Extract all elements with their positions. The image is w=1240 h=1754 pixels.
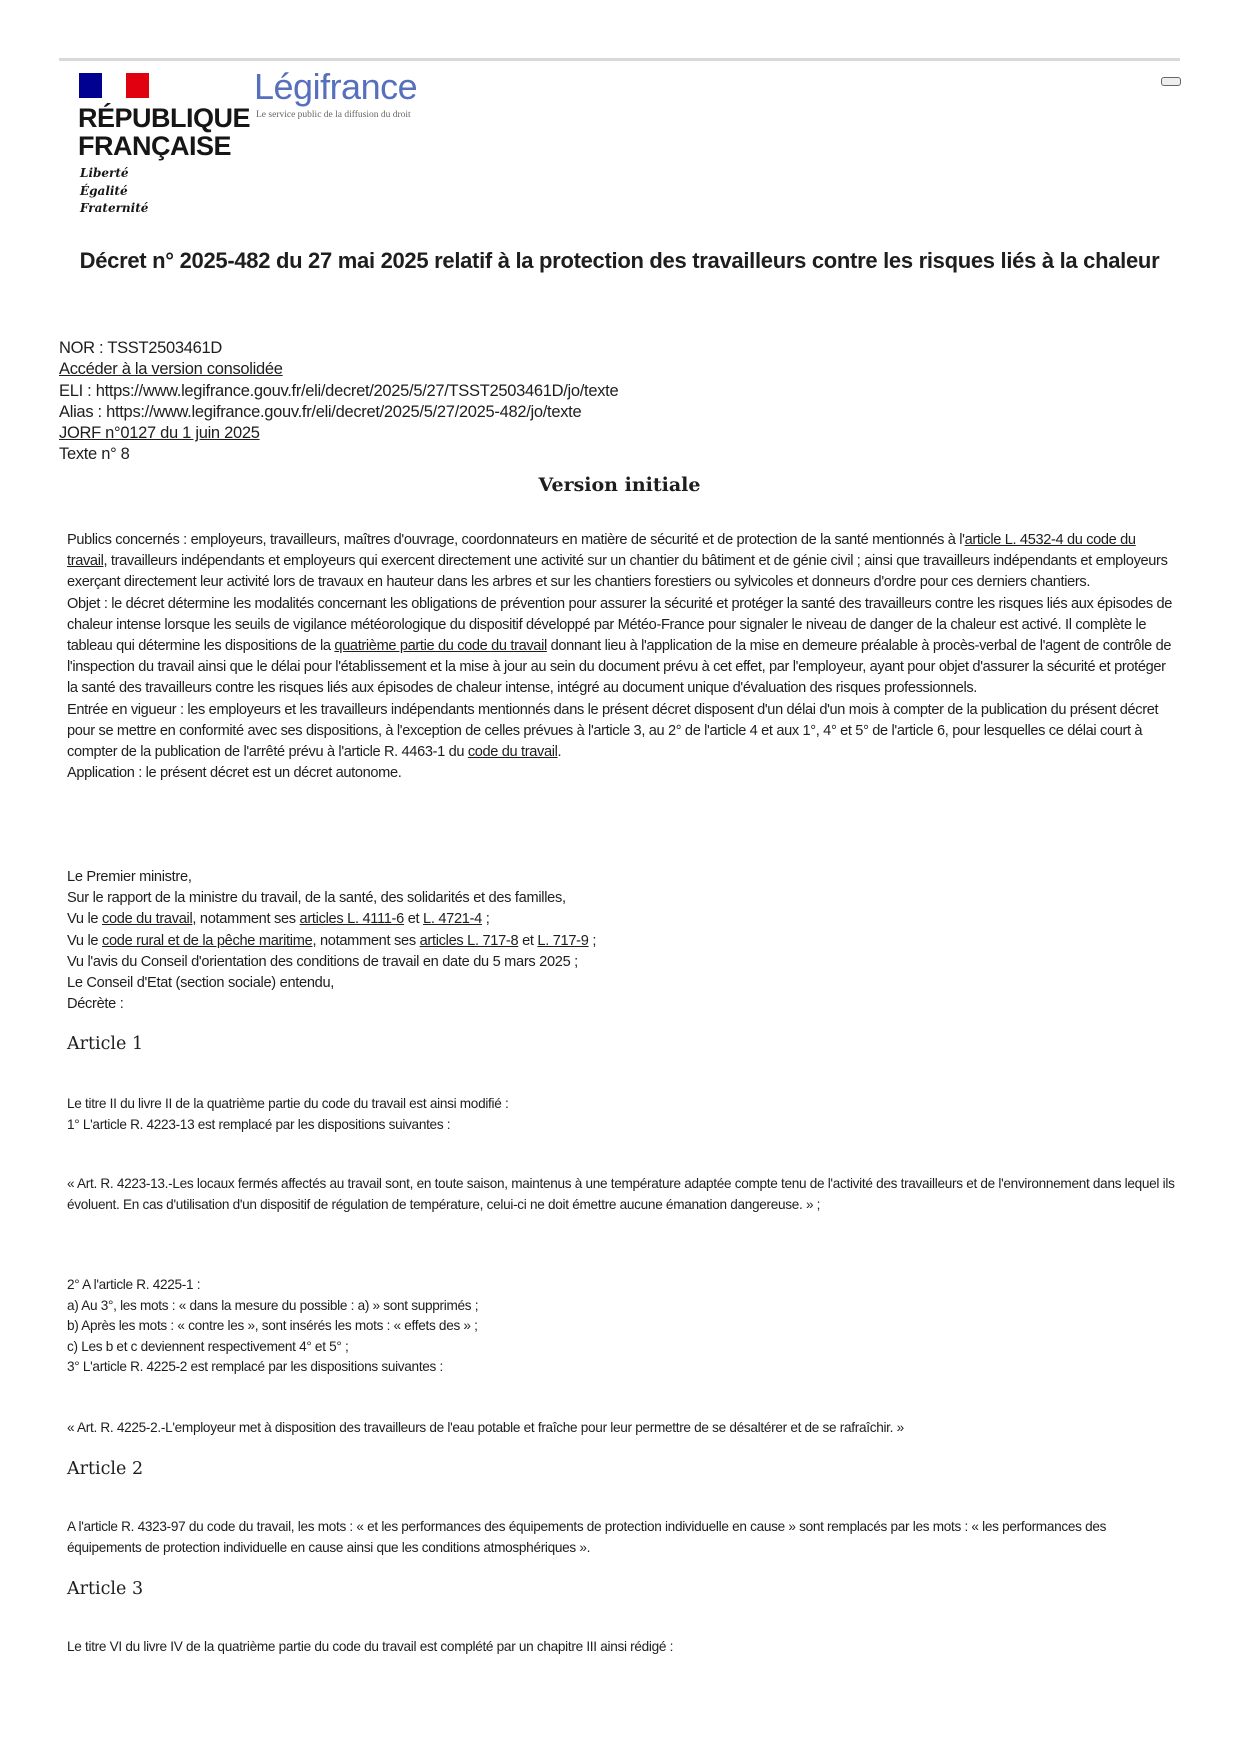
page-title: Décret n° 2025-482 du 27 mai 2025 relatif à la protection des travailleurs contre les risques liés à la chaleur [79, 248, 1160, 273]
logo-line: FRANÇAISE [78, 131, 232, 161]
legifrance-logo[interactable]: Légifrance [254, 66, 418, 107]
text: , travailleurs indépendants et employeurs qui exercent directement une activité sur un chantier du bâtiment et de génie civil ; ainsi que travailleurs indépendants et employeurs exerçant directement leur activité lors de travaux en hauteur dans les arbres et sur les chantiers forestiers ou sylvicoles et donneurs d'ordre pour ces derniers chantiers. [67, 553, 1168, 591]
text: Objet : le décret détermine les modalités concernant les obligations de prévention pour assurer la sécurité et protéger la santé des travailleurs contre les risques liés aux épisodes de chaleur intense lorsque les seuils de vigilance météorologique du dispositif développé par Météo-France pour signaler le niveau de danger de la chaleur est activé. Il complète le tableau qui détermine les dispositions de la [67, 595, 1173, 655]
marianne-flag-logo [79, 73, 149, 98]
motto-line: Fraternité [80, 201, 149, 215]
motto-line: Liberté [80, 166, 129, 180]
article-1-list [67, 1275, 1179, 1378]
article-3-heading: Article 3 [67, 1579, 144, 1599]
text: Vu le [67, 911, 102, 928]
article-2-text: A l'article R. 4323-97 du code du travail, les mots : « et les performances des équipements de protection individuelle en cause » sont remplacés par les mots : « les performances des équipements de protection individuelle en cause ainsi que les conditions atmosphériques ». [67, 1519, 1107, 1555]
article-link[interactable]: L. 4721-4 [423, 911, 482, 928]
toggle-icon[interactable] [1161, 77, 1181, 86]
logo-line: RÉPUBLIQUE [78, 103, 251, 133]
article-link[interactable]: articles L. 4111-6 [299, 911, 404, 928]
nor: NOR : TSST2503461D [59, 339, 223, 357]
text: donnant lieu à l'application de la mise en demeure préalable à procès-verbal de l'agent de contrôle de l'inspection du travail ainsi que le délai pour l'établissement et la mise à jour au sein du document prévu à cet effet, par l'employeur, ayant pour objet d'assurer la sécurité et protéger la santé des travailleurs contre les risques liés aux épisodes de chaleur intense, intégré au document unique d'évaluation des risques professionnels. [67, 638, 1172, 697]
visa-line [67, 931, 596, 952]
text: Entrée en vigueur : les employeurs et les travailleurs indépendants mentionnés dans le présent décret disposent d'un délai d'un mois à compter de la publication du présent décret pour se mettre en conformité avec ses dispositions, à l'exception de celles prévues à l'article 3, au 2° de l'article 4 et aux 1°, 4° et 5° de l'article 6, pour lesquelles ce délai court à compter de la publication de l'arrêté prévu à l'article R. 4463-1 du [67, 701, 1159, 761]
text: ; [588, 932, 597, 949]
list-item: a) Au 3°, les mots : « dans la mesure du possible : a) » sont supprimés ; [67, 1297, 479, 1313]
text: Le titre II du livre II de la quatrième partie du code du travail est ainsi modifié : [67, 1096, 509, 1111]
visa-line: Le Conseil d'Etat (section sociale) entendu, [67, 975, 335, 992]
text: et [518, 932, 538, 949]
visas [67, 867, 596, 1015]
code-link[interactable]: quatrième partie du code du travail [334, 638, 547, 655]
code-link[interactable]: code du travail [101, 911, 193, 928]
notice-summary [67, 530, 1179, 784]
consolidated-version-link[interactable]: Accéder à la version consolidée [59, 360, 283, 379]
text: et [403, 911, 424, 928]
article-1-quote-2: « Art. R. 4225-2.-L'employeur met à disposition des travailleurs de l'eau potable et fraîche pour leur permettre de se désaltérer et de se rafraîchir. » [67, 1420, 904, 1435]
article-3-text: Le titre VI du livre IV de la quatrième partie du code du travail est complété par un chapitre III ainsi rédigé : [67, 1639, 674, 1654]
text: Vu le [67, 932, 102, 949]
objet [67, 594, 1179, 700]
eli: ELI : https://www.legifrance.gouv.fr/eli/decret/2025/5/27/TSST2503461D/jo/texte [59, 381, 619, 400]
text-metadata [59, 338, 618, 466]
article-1-quote-1: « Art. R. 4223-13.-Les locaux fermés affectés au travail sont, en toute saison, maintenus à une température adaptée compte tenu de l'activité des travailleurs et de l'environnement dans lequel ils évoluent. En cas d'utilisation d'un dispositif de régulation de température, celui-ci ne doit émettre aucune émanation dangereuse. » ; [67, 1176, 1175, 1212]
article-link[interactable]: articles L. 717-8 [419, 932, 519, 949]
publics-concernes [67, 530, 1179, 594]
motto [80, 165, 148, 218]
article-1-intro [67, 1094, 1179, 1135]
list-item: c) Les b et c deviennent respectivement 4° et 5° ; [67, 1338, 349, 1354]
entree-en-vigueur [67, 700, 1179, 764]
code-link[interactable]: code du travail [467, 744, 558, 761]
list-item: 2° A l'article R. 4225-1 : [67, 1277, 201, 1292]
article-1-heading: Article 1 [67, 1034, 144, 1054]
jorf-link[interactable]: JORF n°0127 du 1 juin 2025 [59, 424, 260, 443]
visa-line [67, 909, 596, 930]
visa-line: Sur le rapport de la ministre du travail, de la santé, des solidarités et des familles, [67, 890, 566, 907]
version-heading: Version initiale [538, 474, 701, 496]
application: Application : le présent décret est un décret autonome. [67, 765, 402, 782]
text: , notamment ses [312, 932, 420, 949]
text: Publics concernés : employeurs, travailleurs, maîtres d'ouvrage, coordonnateurs en matière de sécurité et de protection de la santé mentionnés à l' [67, 532, 965, 548]
motto-line: Égalité [80, 183, 128, 198]
text: ; [482, 911, 490, 928]
visa-line: Décrète : [67, 996, 124, 1013]
visa-line: Vu l'avis du Conseil d'orientation des conditions de travail en date du 5 mars 2025 ; [67, 953, 578, 970]
text: , notamment ses [192, 911, 300, 928]
article-2-heading: Article 2 [67, 1459, 144, 1479]
republique-francaise-logo [78, 104, 250, 160]
list-item: b) Après les mots : « contre les », sont insérés les mots : « effets des » ; [67, 1318, 478, 1333]
legifrance-tagline: Le service public de la diffusion du droit [256, 110, 411, 120]
alias: Alias : https://www.legifrance.gouv.fr/eli/decret/2025/5/27/2025-482/jo/texte [59, 402, 582, 421]
code-link[interactable]: code rural et de la pêche maritime [101, 932, 313, 949]
texte-number: Texte n° 8 [59, 445, 130, 464]
top-divider [59, 58, 1180, 61]
article-link[interactable]: L. 717-9 [537, 932, 589, 949]
text: 1° L'article R. 4223-13 est remplacé par les dispositions suivantes : [67, 1116, 451, 1132]
text: . [557, 744, 562, 761]
list-item: 3° L'article R. 4225-2 est remplacé par les dispositions suivantes : [67, 1359, 444, 1374]
visa-line: Le Premier ministre, [67, 869, 192, 885]
article-link[interactable]: article L. 4532-4 du code du travail [67, 532, 1136, 570]
